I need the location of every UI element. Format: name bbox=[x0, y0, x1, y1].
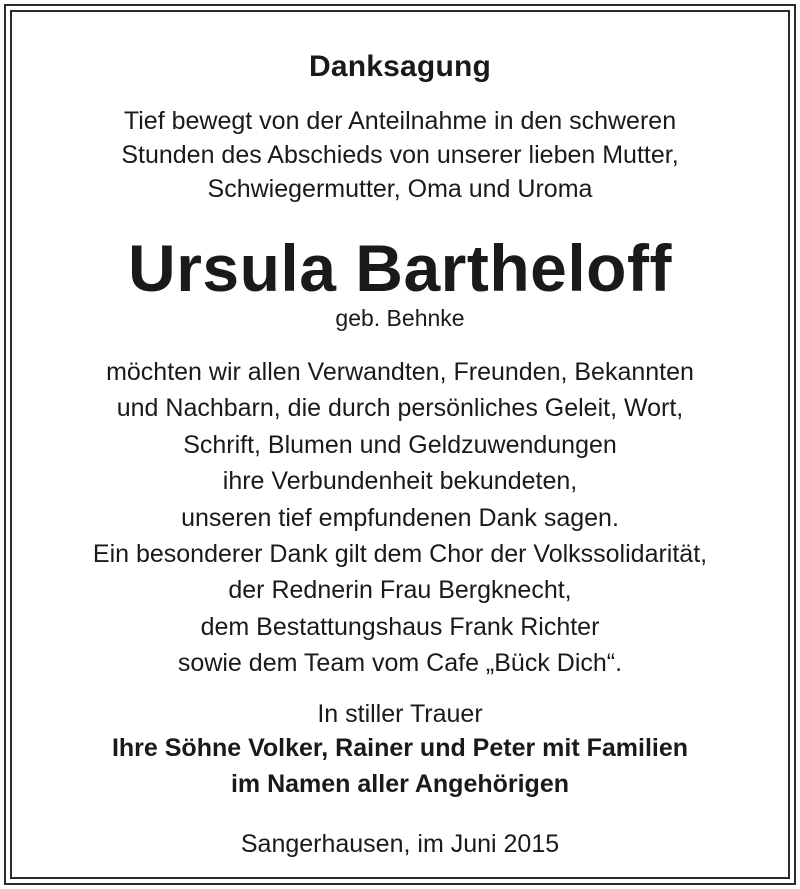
notice-title: Danksagung bbox=[308, 50, 492, 83]
family-line: im Namen aller Angehörigen bbox=[230, 770, 570, 798]
thanks-line: Ein besonderer Dank gilt dem Chor der Volkssolidarität, bbox=[92, 540, 708, 569]
thanks-line: ihre Verbundenheit bekundeten, bbox=[222, 467, 578, 496]
family-line: Ihre Söhne Volker, Rainer und Peter mit Familien bbox=[111, 734, 689, 762]
thanks-line: der Rednerin Frau Bergknecht, bbox=[228, 576, 572, 605]
thanks-line: sowie dem Team vom Cafe „Bück Dich“. bbox=[177, 649, 623, 678]
intro-line: Tief bewegt von der Anteilnahme in den schweren bbox=[123, 107, 677, 135]
family-signature bbox=[12, 730, 788, 802]
thanks-line: dem Bestattungshaus Frank Richter bbox=[200, 612, 600, 641]
thanks-line: Schrift, Blumen und Geldzuwendungen bbox=[183, 430, 617, 459]
mourning-phrase: In stiller Trauer bbox=[317, 700, 483, 728]
deceased-name: Ursula Bartheloff bbox=[128, 231, 672, 305]
thanks-text bbox=[12, 354, 788, 682]
intro-line: Stunden des Abschieds von unserer lieben Mutter, bbox=[121, 141, 679, 169]
thanks-line: möchten wir allen Verwandten, Freunden, Bekannten bbox=[106, 358, 694, 386]
intro-text bbox=[12, 104, 788, 206]
birth-name: geb. Behnke bbox=[335, 305, 465, 331]
thanks-line: unseren tief empfundenen Dank sagen. bbox=[181, 503, 619, 532]
intro-line: Schwiegermutter, Oma und Uroma bbox=[207, 175, 593, 203]
place-date: Sangerhausen, im Juni 2015 bbox=[240, 830, 560, 858]
thanks-line: und Nachbarn, die durch persönliches Geleit, Wort, bbox=[116, 394, 684, 423]
